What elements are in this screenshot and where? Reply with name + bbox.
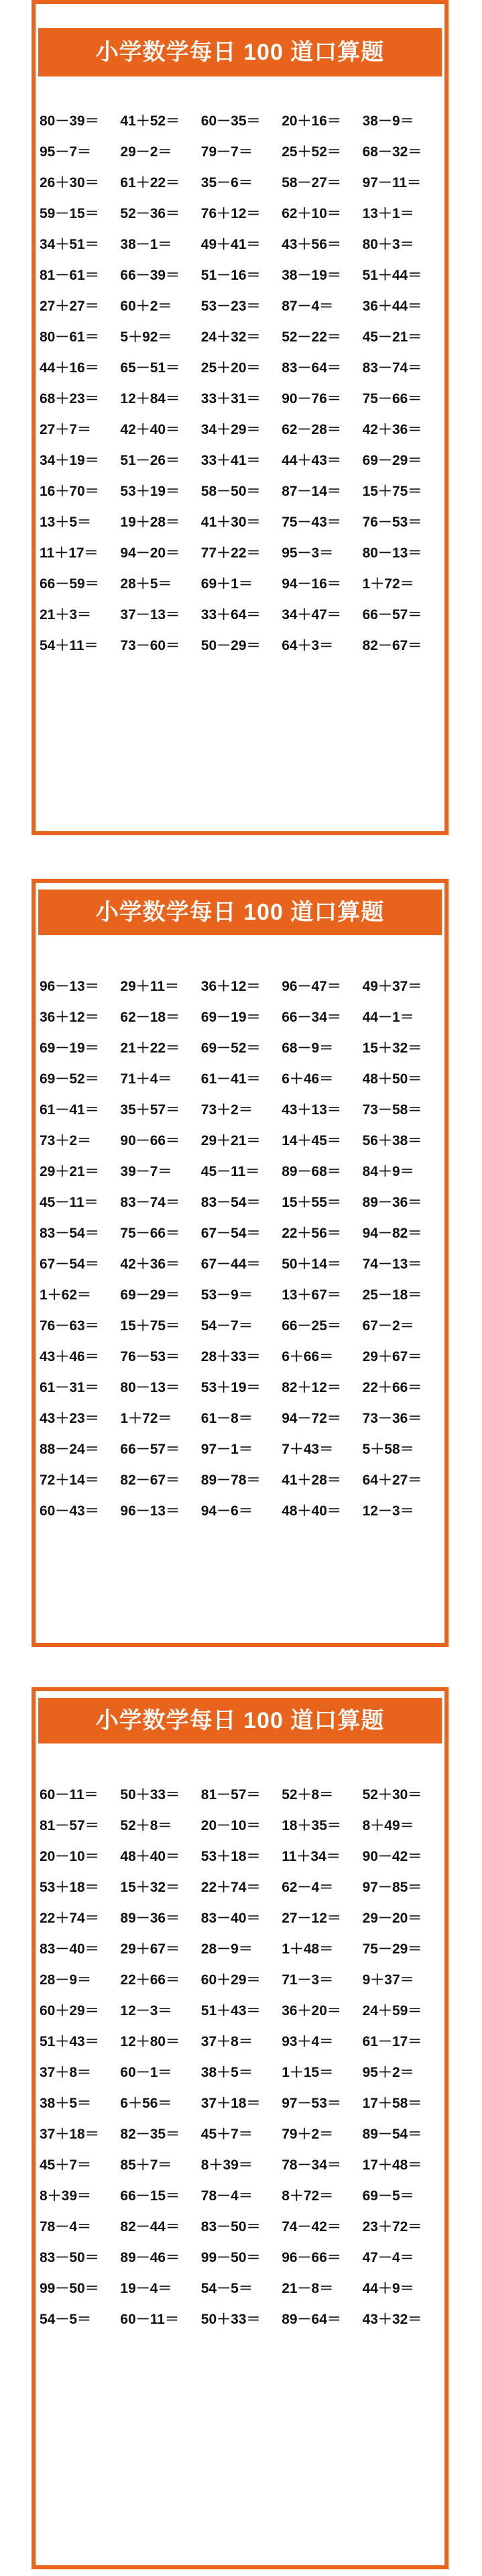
arithmetic-problem: 16＋70＝ — [40, 484, 99, 499]
arithmetic-problem: 75－66＝ — [120, 1226, 180, 1241]
arithmetic-problem: 73＋2＝ — [40, 1133, 92, 1148]
arithmetic-problem: 97－85＝ — [362, 1880, 422, 1895]
arithmetic-problem: 22＋66＝ — [120, 1972, 180, 1988]
arithmetic-problem: 1＋72＝ — [120, 1411, 172, 1426]
arithmetic-problem: 53＋18＝ — [40, 1880, 99, 1895]
worksheet-3 — [32, 1687, 448, 2569]
arithmetic-problem: 45＋7＝ — [200, 2127, 253, 2142]
arithmetic-problem: 60＋29＝ — [40, 2003, 99, 2019]
arithmetic-problem: 53＋18＝ — [200, 1849, 261, 1864]
problem-grid — [38, 106, 442, 661]
arithmetic-problem: 61－41＝ — [40, 1102, 99, 1118]
arithmetic-problem: 8＋39＝ — [200, 2157, 253, 2173]
arithmetic-problem: 88－24＝ — [40, 1442, 99, 1457]
arithmetic-problem: 50＋14＝ — [282, 1256, 341, 1272]
arithmetic-problem: 44＋16＝ — [40, 360, 99, 376]
arithmetic-problem: 83－64＝ — [282, 360, 341, 376]
arithmetic-problem: 67－2＝ — [362, 1318, 414, 1334]
arithmetic-problem: 61－31＝ — [40, 1380, 99, 1395]
arithmetic-problem: 75－43＝ — [282, 515, 341, 530]
arithmetic-problem: 83－50＝ — [200, 2219, 261, 2235]
arithmetic-problem: 76－53＝ — [120, 1349, 180, 1364]
arithmetic-problem: 35－6＝ — [200, 175, 253, 191]
arithmetic-problem: 29＋21＝ — [200, 1133, 261, 1148]
arithmetic-problem: 27＋27＝ — [40, 299, 99, 314]
arithmetic-problem: 99－50＝ — [200, 2250, 261, 2265]
arithmetic-problem: 89－46＝ — [120, 2250, 180, 2265]
arithmetic-problem: 25－18＝ — [362, 1287, 422, 1303]
arithmetic-problem: 45＋7＝ — [40, 2157, 92, 2173]
worksheet-title: 小学数学每日 100 道口算题 — [38, 28, 442, 76]
arithmetic-problem: 36＋12＝ — [200, 979, 261, 994]
arithmetic-problem: 12－3＝ — [362, 1503, 414, 1519]
arithmetic-problem: 66－25＝ — [282, 1318, 341, 1334]
arithmetic-problem: 37－13＝ — [120, 607, 180, 623]
arithmetic-problem: 67－54＝ — [200, 1226, 261, 1241]
arithmetic-problem: 62－28＝ — [282, 422, 341, 437]
arithmetic-problem: 54＋11＝ — [40, 638, 99, 653]
arithmetic-problem: 42＋36＝ — [362, 422, 422, 437]
arithmetic-problem: 18＋35＝ — [282, 1818, 341, 1833]
arithmetic-problem: 76－53＝ — [362, 515, 422, 530]
arithmetic-problem: 22＋74＝ — [200, 1880, 261, 1895]
arithmetic-problem: 83－54＝ — [40, 1226, 99, 1241]
arithmetic-problem: 78－4＝ — [200, 2188, 253, 2204]
arithmetic-problem: 53＋19＝ — [120, 484, 180, 499]
arithmetic-problem: 58－50＝ — [200, 484, 261, 499]
arithmetic-problem: 97－53＝ — [282, 2096, 341, 2111]
arithmetic-problem: 60－11＝ — [120, 2312, 179, 2327]
arithmetic-problem: 27＋7＝ — [40, 422, 92, 437]
arithmetic-problem: 41＋30＝ — [200, 515, 261, 530]
arithmetic-problem: 96－66＝ — [282, 2250, 341, 2265]
arithmetic-problem: 51＋43＝ — [200, 2003, 261, 2019]
arithmetic-problem: 89－78＝ — [200, 1472, 261, 1488]
arithmetic-problem: 20－10＝ — [200, 1818, 261, 1833]
arithmetic-problem: 97－11＝ — [362, 175, 422, 191]
arithmetic-problem: 68－9＝ — [282, 1040, 334, 1056]
arithmetic-problem: 66－57＝ — [362, 607, 422, 623]
arithmetic-problem: 35＋57＝ — [120, 1102, 180, 1118]
arithmetic-problem: 59－15＝ — [40, 206, 99, 221]
arithmetic-problem: 74－13＝ — [362, 1256, 422, 1272]
arithmetic-problem: 58－27＝ — [282, 175, 341, 191]
arithmetic-problem: 54－7＝ — [200, 1318, 253, 1334]
arithmetic-problem: 15＋32＝ — [120, 1880, 180, 1895]
arithmetic-problem: 66－34＝ — [282, 1010, 341, 1025]
arithmetic-problem: 37＋8＝ — [40, 2065, 92, 2080]
arithmetic-problem: 87－4＝ — [282, 299, 334, 314]
arithmetic-problem: 22＋74＝ — [40, 1911, 99, 1926]
arithmetic-problem: 36＋12＝ — [40, 1010, 99, 1025]
arithmetic-problem: 6＋66＝ — [282, 1349, 334, 1364]
arithmetic-problem: 5＋58＝ — [362, 1442, 414, 1457]
arithmetic-problem: 61－41＝ — [200, 1071, 261, 1087]
arithmetic-problem: 75－29＝ — [362, 1941, 422, 1957]
arithmetic-problem: 95－7＝ — [40, 144, 92, 160]
arithmetic-problem: 65－51＝ — [120, 360, 180, 376]
arithmetic-problem: 15＋32＝ — [362, 1040, 422, 1056]
arithmetic-problem: 26＋30＝ — [40, 175, 99, 191]
arithmetic-problem: 81－57＝ — [200, 1787, 261, 1803]
arithmetic-problem: 60＋29＝ — [200, 1972, 261, 1988]
arithmetic-problem: 34＋29＝ — [200, 422, 261, 437]
arithmetic-problem: 80－61＝ — [40, 329, 99, 345]
arithmetic-problem: 96－13＝ — [120, 1503, 180, 1519]
arithmetic-problem: 7＋43＝ — [282, 1442, 334, 1457]
arithmetic-problem: 37＋18＝ — [200, 2096, 261, 2111]
arithmetic-problem: 41＋28＝ — [282, 1472, 341, 1488]
arithmetic-problem: 38－9＝ — [362, 113, 414, 129]
arithmetic-problem: 69－5＝ — [362, 2188, 414, 2204]
arithmetic-problem: 22＋56＝ — [282, 1226, 341, 1241]
arithmetic-problem: 69－19＝ — [40, 1040, 99, 1056]
arithmetic-problem: 12－3＝ — [120, 2003, 172, 2019]
arithmetic-problem: 48＋40＝ — [282, 1503, 341, 1519]
arithmetic-problem: 80－39＝ — [40, 113, 99, 129]
arithmetic-problem: 83－40＝ — [40, 1941, 99, 1957]
arithmetic-problem: 29＋67＝ — [362, 1349, 422, 1364]
worksheet-title: 小学数学每日 100 道口算题 — [38, 890, 442, 935]
arithmetic-problem: 12＋80＝ — [120, 2034, 180, 2049]
arithmetic-problem: 8＋49＝ — [362, 1818, 414, 1833]
arithmetic-problem: 6＋46＝ — [282, 1071, 334, 1087]
arithmetic-problem: 42＋40＝ — [120, 422, 180, 437]
arithmetic-problem: 90－66＝ — [120, 1133, 180, 1148]
arithmetic-problem: 74－42＝ — [282, 2219, 341, 2235]
arithmetic-problem: 82－67＝ — [362, 638, 422, 653]
arithmetic-problem: 82－44＝ — [120, 2219, 180, 2235]
arithmetic-problem: 78－4＝ — [40, 2219, 92, 2235]
arithmetic-problem: 53－23＝ — [200, 299, 261, 314]
arithmetic-problem: 89－36＝ — [120, 1911, 180, 1926]
arithmetic-problem: 53＋19＝ — [200, 1380, 261, 1395]
arithmetic-problem: 89－36＝ — [362, 1195, 422, 1210]
arithmetic-problem: 94－82＝ — [362, 1226, 422, 1241]
arithmetic-problem: 22＋66＝ — [362, 1380, 422, 1395]
arithmetic-problem: 94－20＝ — [120, 545, 180, 561]
arithmetic-problem: 60－1＝ — [120, 2065, 172, 2080]
arithmetic-problem: 54－5＝ — [40, 2312, 92, 2327]
arithmetic-problem: 54－5＝ — [200, 2281, 253, 2296]
arithmetic-problem: 11＋34＝ — [282, 1849, 341, 1864]
arithmetic-problem: 29－2＝ — [120, 144, 172, 160]
worksheet-2 — [32, 879, 448, 1647]
arithmetic-problem: 20－10＝ — [40, 1849, 99, 1864]
arithmetic-problem: 34＋51＝ — [40, 237, 99, 252]
arithmetic-problem: 60－35＝ — [200, 113, 261, 129]
arithmetic-problem: 83－74＝ — [120, 1195, 180, 1210]
arithmetic-problem: 8＋72＝ — [282, 2188, 334, 2204]
arithmetic-problem: 69－52＝ — [40, 1071, 99, 1087]
arithmetic-problem: 62－4＝ — [282, 1880, 334, 1895]
arithmetic-problem: 15＋75＝ — [362, 484, 422, 499]
arithmetic-problem: 96－47＝ — [282, 979, 341, 994]
arithmetic-problem: 82－67＝ — [120, 1472, 180, 1488]
arithmetic-problem: 77＋22＝ — [200, 545, 261, 561]
arithmetic-problem: 60－11＝ — [40, 1787, 99, 1803]
arithmetic-problem: 73－58＝ — [362, 1102, 422, 1118]
worksheet-1 — [32, 0, 448, 835]
arithmetic-problem: 51＋44＝ — [362, 268, 422, 283]
arithmetic-problem: 21＋22＝ — [120, 1040, 180, 1056]
arithmetic-problem: 87－14＝ — [282, 484, 341, 499]
arithmetic-problem: 68－32＝ — [362, 144, 422, 160]
arithmetic-problem: 38＋5＝ — [40, 2096, 92, 2111]
arithmetic-problem: 17＋58＝ — [362, 2096, 422, 2111]
arithmetic-problem: 66－39＝ — [120, 268, 180, 283]
arithmetic-problem: 15＋75＝ — [120, 1318, 180, 1334]
arithmetic-problem: 33＋41＝ — [200, 453, 261, 468]
arithmetic-problem: 79－7＝ — [200, 144, 253, 160]
arithmetic-problem: 94－72＝ — [282, 1411, 341, 1426]
arithmetic-problem: 52＋30＝ — [362, 1787, 422, 1803]
arithmetic-problem: 64＋3＝ — [282, 638, 334, 653]
arithmetic-problem: 89－64＝ — [282, 2312, 341, 2327]
arithmetic-problem: 51－16＝ — [200, 268, 261, 283]
arithmetic-problem: 76＋12＝ — [200, 206, 261, 221]
arithmetic-problem: 60－43＝ — [40, 1503, 99, 1519]
arithmetic-problem: 94－16＝ — [282, 576, 341, 592]
arithmetic-problem: 5＋92＝ — [120, 329, 172, 345]
arithmetic-problem: 38－1＝ — [120, 237, 172, 252]
arithmetic-problem: 71－3＝ — [282, 1972, 334, 1988]
arithmetic-problem: 62＋10＝ — [282, 206, 341, 221]
arithmetic-problem: 6＋56＝ — [120, 2096, 172, 2111]
arithmetic-problem: 28＋5＝ — [120, 576, 172, 592]
arithmetic-problem: 73＋2＝ — [200, 1102, 253, 1118]
arithmetic-problem: 9＋37＝ — [362, 1972, 414, 1988]
arithmetic-problem: 49＋37＝ — [362, 979, 422, 994]
arithmetic-problem: 84＋9＝ — [362, 1164, 414, 1179]
arithmetic-problem: 23＋72＝ — [362, 2219, 422, 2235]
arithmetic-problem: 45－11＝ — [200, 1164, 260, 1179]
arithmetic-problem: 62－18＝ — [120, 1010, 180, 1025]
arithmetic-problem: 28－9＝ — [40, 1972, 92, 1988]
arithmetic-problem: 15＋55＝ — [282, 1195, 341, 1210]
arithmetic-problem: 19－4＝ — [120, 2281, 172, 2296]
arithmetic-problem: 89－68＝ — [282, 1164, 341, 1179]
arithmetic-problem: 24＋32＝ — [200, 329, 261, 345]
arithmetic-problem: 25＋20＝ — [200, 360, 261, 376]
arithmetic-problem: 34＋19＝ — [40, 453, 99, 468]
arithmetic-problem: 28－9＝ — [200, 1941, 253, 1957]
arithmetic-problem: 89－54＝ — [362, 2127, 422, 2142]
worksheet-title: 小学数学每日 100 道口算题 — [38, 1698, 442, 1743]
arithmetic-problem: 39－7＝ — [120, 1164, 172, 1179]
arithmetic-problem: 69＋1＝ — [200, 576, 253, 592]
arithmetic-problem: 81－57＝ — [40, 1818, 99, 1833]
arithmetic-problem: 42＋36＝ — [120, 1256, 180, 1272]
arithmetic-problem: 29＋11＝ — [120, 979, 179, 994]
arithmetic-problem: 21－8＝ — [282, 2281, 334, 2296]
arithmetic-problem: 52－36＝ — [120, 206, 180, 221]
arithmetic-problem: 61－17＝ — [362, 2034, 422, 2049]
arithmetic-problem: 71＋4＝ — [120, 1071, 172, 1087]
arithmetic-problem: 38＋5＝ — [200, 2065, 253, 2080]
arithmetic-problem: 21＋3＝ — [40, 607, 92, 623]
arithmetic-problem: 82＋12＝ — [282, 1380, 341, 1395]
arithmetic-problem: 13＋1＝ — [362, 206, 414, 221]
arithmetic-problem: 43＋13＝ — [282, 1102, 341, 1118]
arithmetic-problem: 43＋32＝ — [362, 2312, 422, 2327]
arithmetic-problem: 94－6＝ — [200, 1503, 253, 1519]
arithmetic-problem: 66－59＝ — [40, 576, 99, 592]
arithmetic-problem: 90－42＝ — [362, 1849, 422, 1864]
arithmetic-problem: 37＋18＝ — [40, 2127, 99, 2142]
arithmetic-problem: 33＋31＝ — [200, 391, 261, 407]
arithmetic-problem: 50＋33＝ — [120, 1787, 180, 1803]
arithmetic-problem: 68＋23＝ — [40, 391, 99, 407]
arithmetic-problem: 25＋52＝ — [282, 144, 341, 160]
arithmetic-problem: 36＋44＝ — [362, 299, 422, 314]
arithmetic-problem: 1＋15＝ — [282, 2065, 334, 2080]
arithmetic-problem: 85＋7＝ — [120, 2157, 172, 2173]
arithmetic-problem: 44＋9＝ — [362, 2281, 414, 2296]
arithmetic-problem: 82－35＝ — [120, 2127, 180, 2142]
arithmetic-problem: 90－76＝ — [282, 391, 341, 407]
arithmetic-problem: 72＋14＝ — [40, 1472, 99, 1488]
arithmetic-problem: 83－74＝ — [362, 360, 422, 376]
arithmetic-problem: 48＋50＝ — [362, 1071, 422, 1087]
arithmetic-problem: 13＋67＝ — [282, 1287, 341, 1303]
arithmetic-problem: 69－29＝ — [120, 1287, 180, 1303]
arithmetic-problem: 75－66＝ — [362, 391, 422, 407]
arithmetic-problem: 29－20＝ — [362, 1911, 422, 1926]
arithmetic-problem: 44＋43＝ — [282, 453, 341, 468]
arithmetic-problem: 61－8＝ — [200, 1411, 253, 1426]
arithmetic-problem: 83－54＝ — [200, 1195, 261, 1210]
arithmetic-problem: 81－61＝ — [40, 268, 99, 283]
arithmetic-problem: 69－29＝ — [362, 453, 422, 468]
arithmetic-problem: 41＋52＝ — [120, 113, 180, 129]
arithmetic-problem: 11＋17＝ — [40, 545, 99, 561]
arithmetic-problem: 36＋20＝ — [282, 2003, 341, 2019]
arithmetic-problem: 13＋5＝ — [40, 515, 92, 530]
arithmetic-problem: 96－13＝ — [40, 979, 99, 994]
arithmetic-problem: 47－4＝ — [362, 2250, 414, 2265]
arithmetic-problem: 80＋3＝ — [362, 237, 414, 252]
arithmetic-problem: 43＋56＝ — [282, 237, 341, 252]
arithmetic-problem: 49＋41＝ — [200, 237, 261, 252]
arithmetic-problem: 12＋84＝ — [120, 391, 180, 407]
arithmetic-problem: 66－57＝ — [120, 1442, 180, 1457]
arithmetic-problem: 79＋2＝ — [282, 2127, 334, 2142]
arithmetic-problem: 99－50＝ — [40, 2281, 99, 2296]
arithmetic-problem: 33＋64＝ — [200, 607, 261, 623]
arithmetic-problem: 56＋38＝ — [362, 1133, 422, 1148]
arithmetic-problem: 93＋4＝ — [282, 2034, 334, 2049]
arithmetic-problem: 38－19＝ — [282, 268, 341, 283]
arithmetic-problem: 29＋67＝ — [120, 1941, 180, 1957]
arithmetic-problem: 80－13＝ — [120, 1380, 180, 1395]
arithmetic-problem: 51－26＝ — [120, 453, 180, 468]
arithmetic-problem: 48＋40＝ — [120, 1849, 180, 1864]
arithmetic-problem: 67－54＝ — [40, 1256, 99, 1272]
arithmetic-problem: 51＋43＝ — [40, 2034, 99, 2049]
arithmetic-problem: 37＋8＝ — [200, 2034, 253, 2049]
arithmetic-problem: 43＋46＝ — [40, 1349, 99, 1364]
arithmetic-problem: 69－19＝ — [200, 1010, 261, 1025]
arithmetic-problem: 28＋33＝ — [200, 1349, 261, 1364]
arithmetic-problem: 95－3＝ — [282, 545, 334, 561]
arithmetic-problem: 80－13＝ — [362, 545, 422, 561]
arithmetic-problem: 14＋45＝ — [282, 1133, 341, 1148]
arithmetic-problem: 17＋48＝ — [362, 2157, 422, 2173]
arithmetic-problem: 95＋2＝ — [362, 2065, 414, 2080]
problem-grid — [38, 1780, 442, 2335]
arithmetic-problem: 61＋22＝ — [120, 175, 180, 191]
problem-grid — [38, 971, 442, 1527]
arithmetic-problem: 50－29＝ — [200, 638, 261, 653]
arithmetic-problem: 69－52＝ — [200, 1040, 261, 1056]
arithmetic-problem: 1＋62＝ — [40, 1287, 92, 1303]
arithmetic-problem: 44－1＝ — [362, 1010, 414, 1025]
arithmetic-problem: 45－21＝ — [362, 329, 422, 345]
arithmetic-problem: 60＋2＝ — [120, 299, 172, 314]
arithmetic-problem: 52＋8＝ — [282, 1787, 334, 1803]
arithmetic-problem: 50＋33＝ — [200, 2312, 261, 2327]
arithmetic-problem: 64＋27＝ — [362, 1472, 422, 1488]
arithmetic-problem: 45－11＝ — [40, 1195, 99, 1210]
arithmetic-problem: 66－15＝ — [120, 2188, 180, 2204]
arithmetic-problem: 1＋72＝ — [362, 576, 414, 592]
arithmetic-problem: 52－22＝ — [282, 329, 341, 345]
arithmetic-problem: 83－40＝ — [200, 1911, 261, 1926]
arithmetic-problem: 24＋59＝ — [362, 2003, 422, 2019]
arithmetic-problem: 67－44＝ — [200, 1256, 261, 1272]
arithmetic-problem: 97－1＝ — [200, 1442, 253, 1457]
arithmetic-problem: 53－9＝ — [200, 1287, 253, 1303]
arithmetic-problem: 34＋47＝ — [282, 607, 341, 623]
arithmetic-problem: 29＋21＝ — [40, 1164, 99, 1179]
arithmetic-problem: 83－50＝ — [40, 2250, 99, 2265]
arithmetic-problem: 27－12＝ — [282, 1911, 341, 1926]
arithmetic-problem: 8＋39＝ — [40, 2188, 92, 2204]
arithmetic-problem: 20＋16＝ — [282, 113, 341, 129]
arithmetic-problem: 73－60＝ — [120, 638, 180, 653]
arithmetic-problem: 19＋28＝ — [120, 515, 180, 530]
arithmetic-problem: 52＋8＝ — [120, 1818, 172, 1833]
arithmetic-problem: 76－63＝ — [40, 1318, 99, 1334]
arithmetic-problem: 73－36＝ — [362, 1411, 422, 1426]
arithmetic-problem: 1＋48＝ — [282, 1941, 334, 1957]
arithmetic-problem: 78－34＝ — [282, 2157, 341, 2173]
arithmetic-problem: 43＋23＝ — [40, 1411, 99, 1426]
